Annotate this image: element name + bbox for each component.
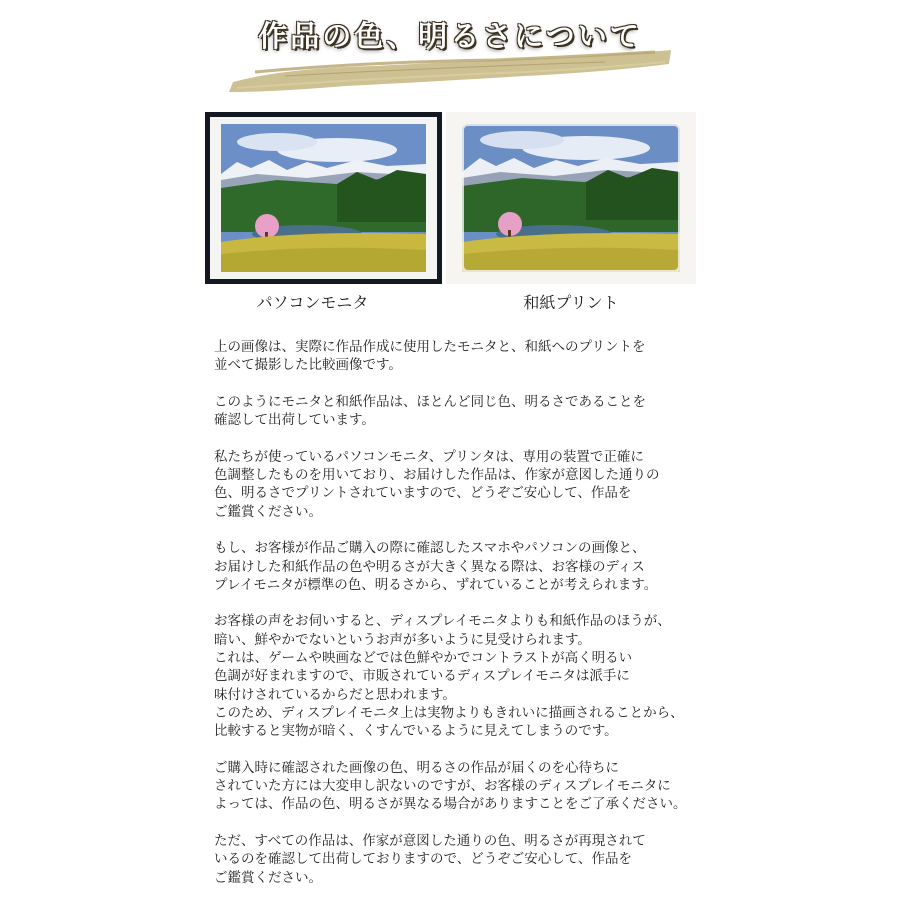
text-line: 色、明るさでプリントされていますので、どうぞご安心して、作品を [214,485,632,502]
text-line: お届けした和紙作品の色や明るさが大きく異なる際は、お客様のディス [214,558,645,575]
text-line: 色調整したものを用いており、お届けした作品は、作家が意図した通りの [214,467,660,484]
text-line: 上の画像は、実際に作品作成に使用したモニタと、和紙へのプリントを [214,339,646,355]
landscape-image-monitor [217,122,430,274]
text-line: ご鑑賞ください。 [214,503,322,520]
text-line: このようにモニタと和紙作品は、ほとんど同じ色、明るさであることを [214,393,646,410]
text-line: 味付けされているからだと思われます。 [214,686,456,703]
paragraph [214,448,704,521]
text-line: 色調が好まれますので、市販されているディスプレイモニタは派手に [214,668,630,685]
text-line: よっては、作品の色、明るさが異なる場合がありますことをご了承ください。 [214,796,687,813]
paragraph [214,759,704,814]
paragraph [214,612,704,740]
text-line: ご鑑賞ください。 [214,869,322,886]
landscape-image-print [456,120,686,276]
article-body [214,338,704,905]
monitor-photo [205,112,442,284]
paragraph [214,832,704,887]
text-line: されていた方には大変申し訳ないのですが、お客様のディスプレイモニタに [214,778,671,795]
text-line: もし、お客様が作品ご購入の際に確認したスマホやパソコンの画像と、 [214,540,646,557]
text-line: 暗い、鮮やかでないというお声が多いように見受けられます。 [214,631,591,648]
paragraph [214,539,704,594]
header-banner [225,8,675,98]
paragraph [214,393,704,430]
washi-print-photo [446,112,696,284]
text-line: プレイモニタが標準の色、明るさから、ずれていることが考えられます。 [214,576,658,593]
text-line: 確認して出荷しています。 [214,412,375,429]
text-line: ご購入時に確認された画像の色、明るさの作品が届くのを心待ちに [214,759,619,776]
page-title: 作品の色、明るさについて [258,19,642,53]
monitor-caption: パソコンモニタ [256,293,369,312]
text-line: 比較すると実物が暗く、くすんでいるように見えてしまうのです。 [214,723,618,740]
text-line: これは、ゲームや映画などでは色鮮やかでコントラストが高く明るい [214,650,633,667]
text-line: いるのを確認して出荷しておりますので、どうぞご安心して、作品を [214,851,632,868]
text-line: このため、ディスプレイモニタ上は実物よりもきれいに描画されることから、 [214,704,684,721]
paragraph [214,338,704,375]
text-line: 並べて撮影した比較画像です。 [214,357,402,374]
print-caption: 和紙プリント [523,293,619,312]
text-line: ただ、すべての作品は、作家が意図した通りの色、明るさが再現されて [214,833,646,850]
text-line: お客様の声をお伺いすると、ディスプレイモニタよりも和紙作品のほうが、 [214,613,671,630]
text-line: 私たちが使っているパソコンモニタ、プリンタは、専用の装置で正確に [214,448,644,465]
